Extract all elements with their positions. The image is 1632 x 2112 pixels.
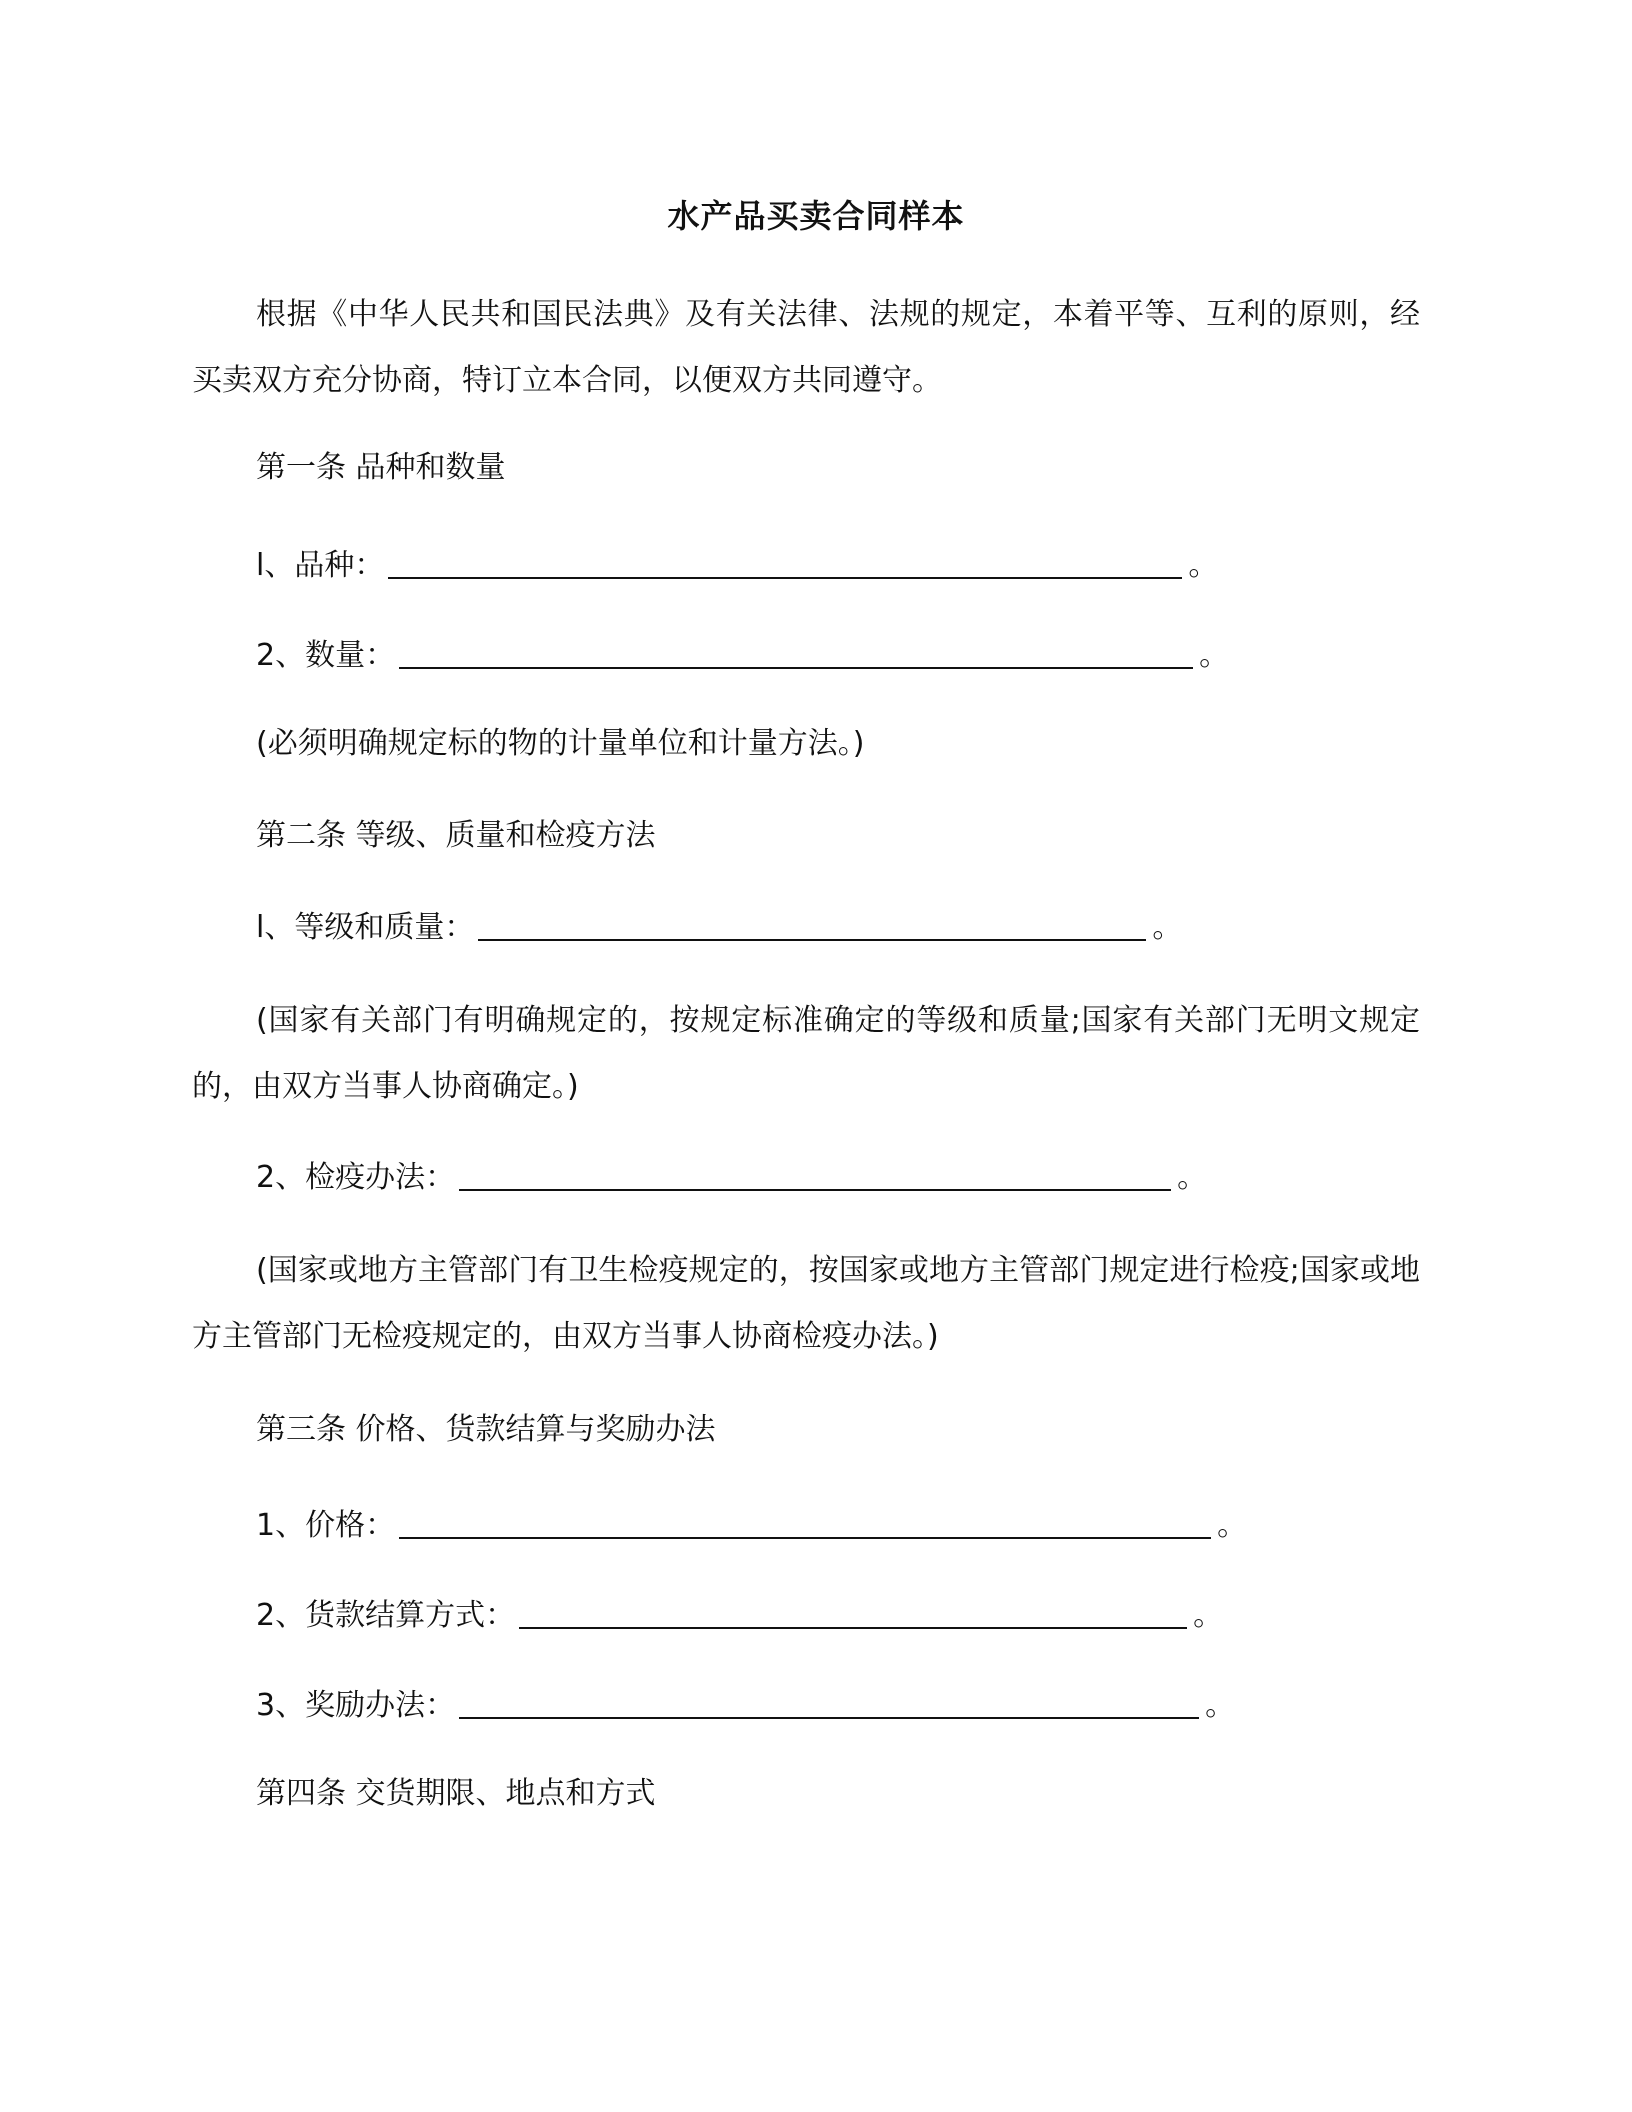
end-mark: 。 [1188, 548, 1219, 583]
end-mark: 。 [1205, 1688, 1236, 1723]
article1-item-quantity [256, 636, 1229, 676]
settlement-label: 2、货款结算方式： [256, 1598, 516, 1633]
grade-quality-blank[interactable] [478, 909, 1146, 941]
quantity-blank[interactable] [399, 637, 1193, 669]
variety-label: l、品种： [256, 548, 385, 583]
end-mark: 。 [1217, 1508, 1248, 1543]
quarantine-blank[interactable] [459, 1159, 1171, 1191]
article2-note2: (国家或地方主管部门有卫生检疫规定的，按国家或地方主管部门规定进行检疫;国家或地方主管部门无检疫规定的，由双方当事人协商检疫办法。) [192, 1253, 1420, 1354]
article3-item-reward [256, 1686, 1235, 1726]
article1-note: (必须明确规定标的物的计量单位和计量方法。) [256, 726, 865, 761]
quarantine-label: 2、检疫办法： [256, 1160, 456, 1195]
settlement-blank[interactable] [519, 1597, 1187, 1629]
reward-blank[interactable] [459, 1687, 1199, 1719]
reward-label: 3、奖励办法： [256, 1688, 456, 1723]
intro-paragraph: 根据《中华人民共和国民法典》及有关法律、法规的规定，本着平等、互利的原则，经买卖双方充分协商，特订立本合同，以便双方共同遵守。 [192, 297, 1420, 398]
price-blank[interactable] [399, 1507, 1211, 1539]
end-mark: 。 [1152, 910, 1183, 945]
article1-item-variety [256, 546, 1218, 586]
price-label: 1、价格： [256, 1508, 396, 1543]
document-title: 水产品买卖合同样本 [667, 197, 965, 235]
article3-item-price [256, 1506, 1247, 1546]
end-mark: 。 [1193, 1598, 1224, 1633]
variety-blank[interactable] [388, 547, 1182, 579]
article2-heading: 第二条 等级、质量和检疫方法 [256, 818, 656, 853]
end-mark: 。 [1199, 638, 1230, 673]
article2-item-quarantine [256, 1158, 1207, 1198]
grade-quality-label: l、等级和质量： [256, 910, 475, 945]
article2-item-grade-quality [256, 908, 1182, 948]
article2-note1: (国家有关部门有明确规定的，按规定标准确定的等级和质量;国家有关部门无明文规定的，由双方当事人协商确定。) [192, 1003, 1420, 1104]
article3-item-settlement [256, 1596, 1223, 1636]
article1-heading: 第一条 品种和数量 [256, 450, 506, 485]
article3-heading: 第三条 价格、货款结算与奖励办法 [256, 1412, 716, 1447]
article4-heading: 第四条 交货期限、地点和方式 [256, 1776, 656, 1811]
end-mark: 。 [1177, 1160, 1208, 1195]
quantity-label: 2、数量： [256, 638, 396, 673]
